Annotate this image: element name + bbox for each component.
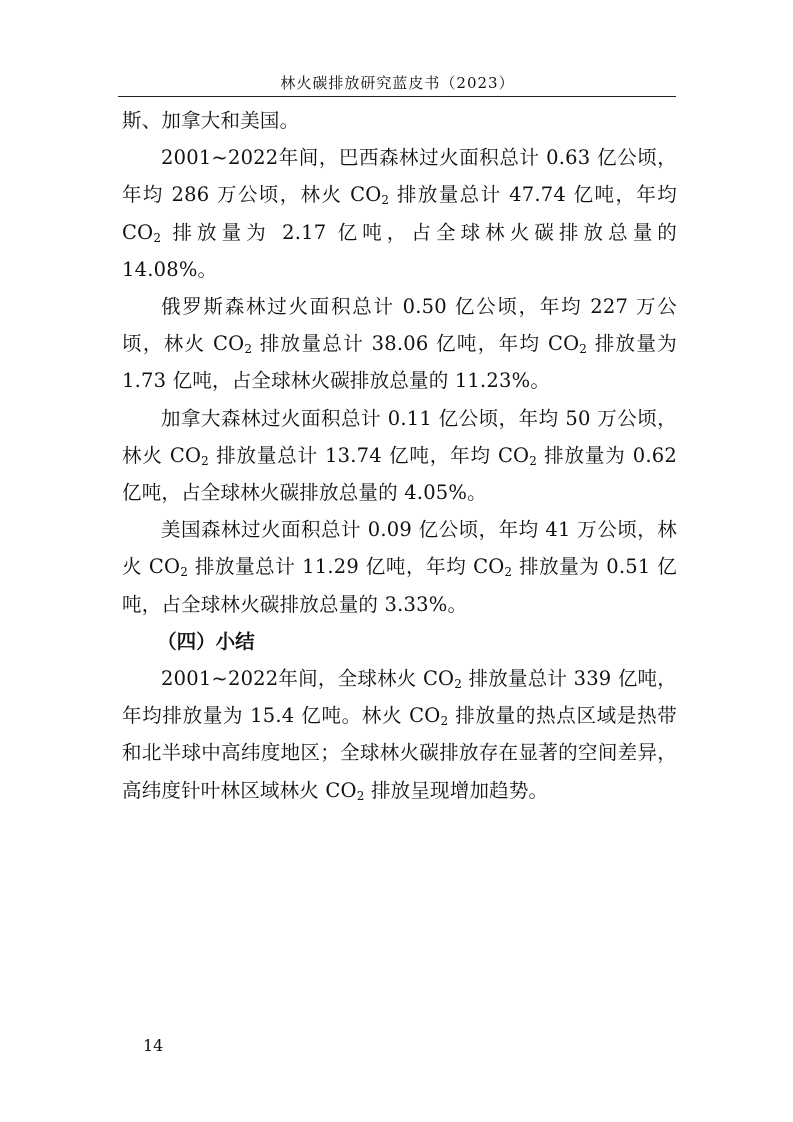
paragraph-brazil: 2001~2022年间，巴西森林过火面积总计 0.63 亿公顷，年均 286 万公顷，林火 $CO_2$ 排放量总计 47.74 亿吨，年均 $CO_2$ 排放量为 2.17 亿吨，占全球林火碳排放总量的 14.08%。 (122, 146, 678, 281)
running-header: 林火碳排放研究蓝皮书（2023） (280, 74, 515, 92)
page-number: 14 (143, 1036, 164, 1055)
paragraph-canada: 加拿大森林过火面积总计 0.11 亿公顷，年均 50 万公顷，林火 $CO_2$ 排放量总计 13.74 亿吨，年均 $CO_2$ 排放量为 0.62 亿吨，占全球林火碳排放总量的 4.05%。 (122, 406, 677, 505)
paragraph-russia: 俄罗斯森林过火面积总计 0.50 亿公顷，年均 227 万公顷，林火 $CO_2$ 排放量总计 38.06 亿吨，年均 $CO_2$ 排放量为 1.73 亿吨，占全球林火碳排放总量的 11.23%。 (122, 295, 677, 393)
paragraph-usa: 美国森林过火面积总计 0.09 亿公顷，年均 41 万公顷，林火 $CO_2$ 排放量总计 11.29 亿吨，年均 $CO_2$ 排放量为 0.51 亿吨，占全球林火碳排放总量的 3.33%。 (122, 518, 677, 616)
header-rule (118, 96, 676, 97)
paragraph-continuation: 斯、加拿大和美国。 (122, 109, 300, 132)
body-text (122, 102, 677, 809)
section-heading: （四）小结 (157, 629, 255, 653)
paragraph-summary: 2001~2022年间，全球林火 $CO_2$ 排放量总计 339 亿吨，年均排放量为 15.4 亿吨。林火 $CO_2$ 排放量的热点区域是热带和北半球中高纬度地区；全球林火碳排放存在显著的空间差异，高纬度针叶林区域林火 $CO_2$ 排放呈现增加趋势。 (122, 667, 677, 803)
